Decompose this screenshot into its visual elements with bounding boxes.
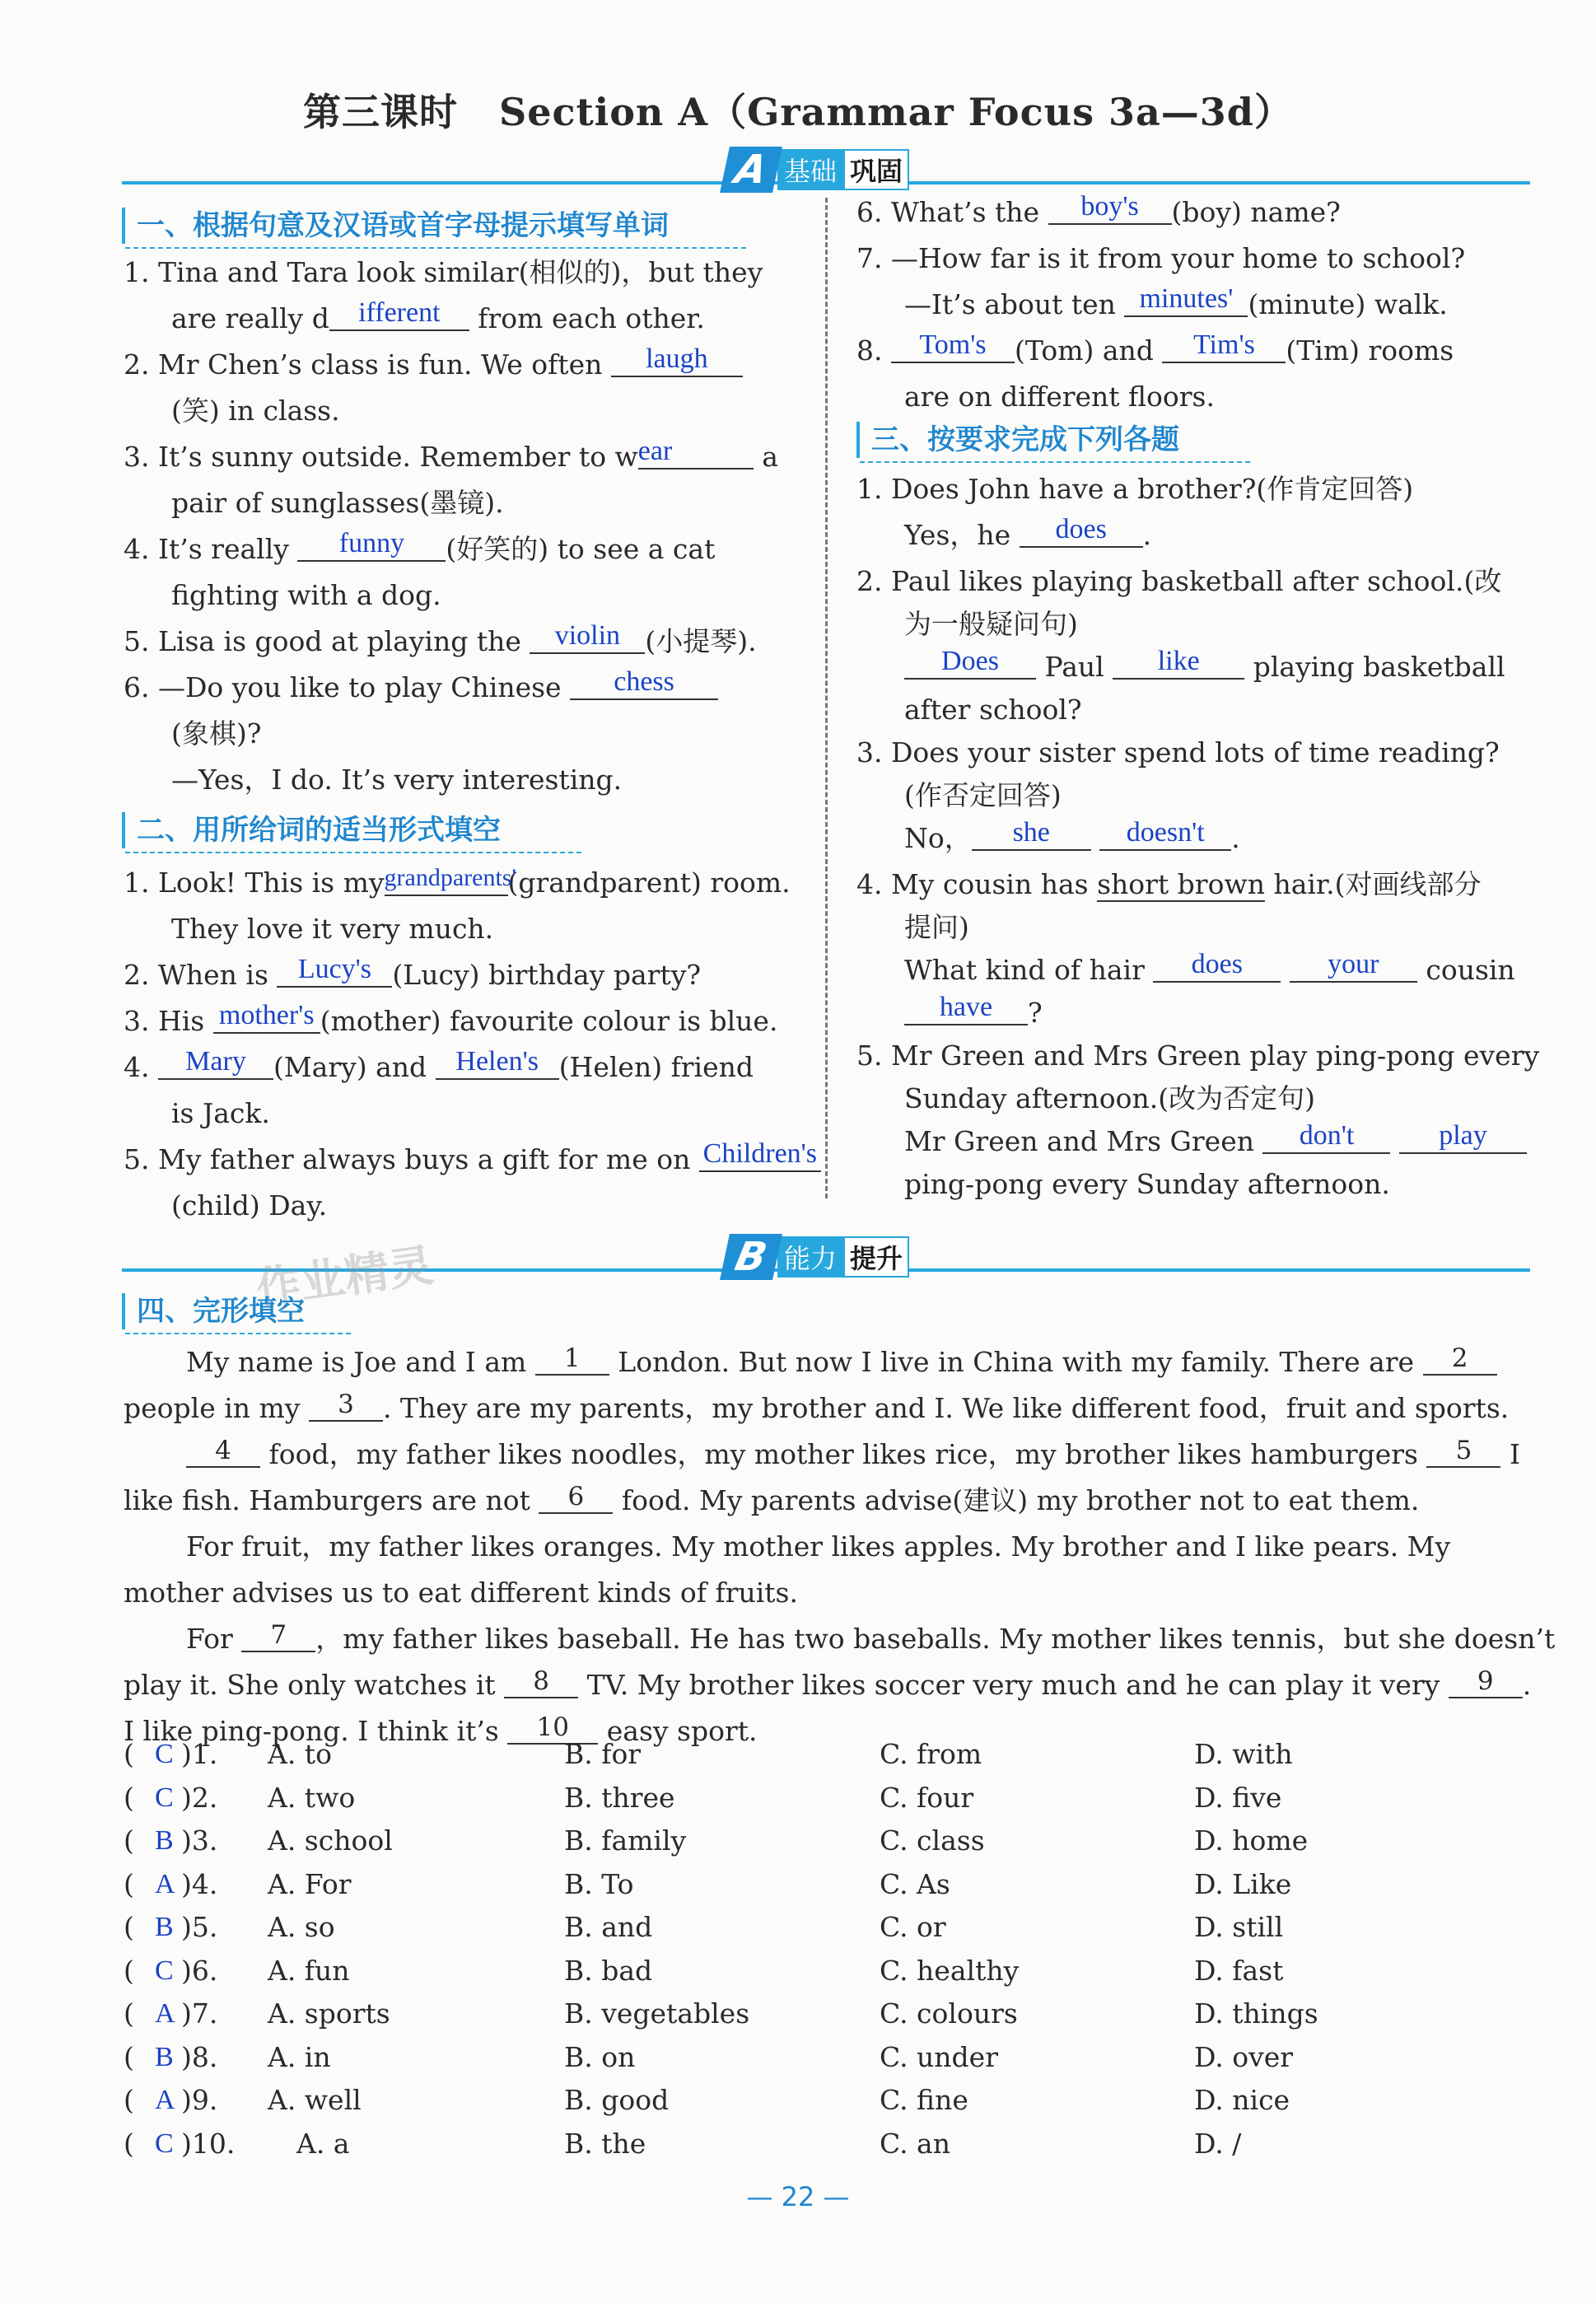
s3-q4-line3 (856, 947, 1540, 993)
s3-q4-line1 (856, 862, 1540, 908)
choice-option-d[interactable]: D. still (1194, 1911, 1284, 1943)
choice-open-paren: ( (124, 1738, 134, 1770)
choice-option-c[interactable]: C. four (880, 1781, 974, 1814)
section-2 (124, 860, 818, 1229)
choice-option-a[interactable]: A. fun (268, 1954, 350, 1987)
s2-q5-answer[interactable]: Children's (699, 1137, 821, 1172)
s2-q4-line1 (124, 1044, 807, 1091)
s2-q4-suffix: (Helen) friend (558, 1051, 754, 1083)
choice-option-b[interactable]: B. three (564, 1781, 675, 1814)
choice-option-a[interactable]: A. to (268, 1738, 332, 1770)
s1-q7r-line1: 7. —How far is it from your home to school? (856, 242, 1466, 274)
choice-option-c[interactable]: C. an (880, 2127, 950, 2160)
s1-q3-text: 3. It’s sunny outside. Remember to w (124, 441, 638, 473)
s2-q5-text: 5. My father always buys a gift for me on (124, 1143, 691, 1175)
s1-q5-suffix: (小提琴). (645, 625, 757, 657)
choice-option-c[interactable]: C. or (880, 1911, 946, 1943)
cloze-blank-7[interactable]: 7 (241, 1619, 315, 1652)
choice-answer[interactable]: C (155, 1739, 174, 1769)
s2-q4-num: 4. (124, 1051, 150, 1083)
choice-answer[interactable]: B (155, 2041, 174, 2072)
s2-q3-answer[interactable]: mother's (213, 999, 320, 1034)
s3-q4-line4 (856, 993, 1540, 1033)
cloze-text-1b: London. But now I live in China with my family. There are (618, 1346, 1415, 1378)
s2-q3-suffix: (mother) favourite colour is blue. (320, 1005, 778, 1037)
choice-answer[interactable]: B (155, 1912, 174, 1942)
cloze-text-7a: For (186, 1623, 233, 1655)
choice-answer[interactable]: A (155, 1998, 175, 2029)
section-2-heading: 二、用所给词的适当形式填空 (122, 812, 565, 848)
cloze-text-4a: like fish. Hamburgers are not (124, 1484, 530, 1516)
cloze-blank-6[interactable]: 6 (539, 1481, 613, 1514)
cloze-line-7 (124, 1616, 1556, 1662)
choice-answer[interactable]: A (155, 1868, 175, 1899)
choice-answer[interactable]: C (155, 1955, 174, 1986)
cloze-text-8c: . (1522, 1669, 1532, 1701)
s3-q5-line2: Sunday afternoon.(改为否定句) (904, 1082, 1315, 1114)
choice-list (124, 1733, 1532, 2165)
s1r-q8-suffix: (Tim) rooms (1286, 334, 1454, 367)
cloze-text-3b: I (1509, 1438, 1521, 1470)
choice-option-a[interactable]: A. sports (268, 1997, 390, 2030)
s3-q4-answer2[interactable]: your (1290, 948, 1417, 983)
s1r-q8-answer1[interactable]: Tom's (891, 329, 1015, 363)
choice-number: )7. (181, 1997, 218, 2030)
section-1 (124, 250, 799, 803)
choice-row (124, 2036, 1532, 2080)
choice-number: )10. (181, 2127, 236, 2160)
s3-q4-answer1[interactable]: does (1153, 948, 1281, 983)
section-1-continued (856, 189, 1540, 420)
cloze-text-1a: My name is Joe and I am (186, 1346, 527, 1378)
choice-open-paren: ( (124, 2084, 134, 2116)
choice-open-paren: ( (124, 1911, 134, 1943)
choice-option-c[interactable]: C. class (880, 1824, 985, 1857)
choice-row (124, 1992, 1532, 2036)
s1-q7r-line2 (856, 282, 1540, 328)
choice-number: )4. (181, 1867, 218, 1900)
band-b-word1: 能力 (777, 1236, 843, 1278)
section-label: Section A（Grammar Focus 3a—3d） (499, 90, 1293, 134)
s2-q1-suffix: (grandparent) room. (507, 867, 791, 899)
section-1-heading: 一、根据句意及汉语或首字母提示填写单词 (122, 208, 730, 244)
s1-q3-answer[interactable]: ear (638, 435, 754, 469)
s2-q2-suffix: (Lucy) birthday party? (392, 959, 702, 991)
s1-q4-text: 4. It’s really (124, 533, 289, 565)
s3-q1-answer[interactable]: does (1020, 513, 1143, 548)
s1r-q6-text: 6. What’s the (856, 196, 1040, 228)
section-4-heading: 四、完形填空 (122, 1293, 334, 1329)
choice-option-c[interactable]: C. healthy (880, 1954, 1020, 1987)
s3-q5-answer2[interactable]: play (1399, 1119, 1527, 1154)
s1r-q7-text: —It’s about ten (904, 288, 1116, 320)
s1-q4-answer[interactable]: funny (297, 527, 446, 562)
s3-q4-end: ? (1028, 997, 1043, 1029)
s1r-q6-answer[interactable]: boy's (1048, 190, 1172, 225)
choice-option-b[interactable]: B. on (564, 2040, 636, 2073)
choice-answer[interactable]: A (155, 2085, 175, 2115)
s1r-q7-suffix: (minute) walk. (1248, 288, 1448, 320)
cloze-text-3a: food，my father likes noodles，my mother likes rice，my brother likes hamburgers (268, 1438, 1418, 1470)
s3-q5-line4: ping-pong every Sunday afternoon. (904, 1168, 1390, 1200)
choice-row (124, 1777, 1532, 1820)
s1-q2-line2: (笑) in class. (171, 395, 340, 427)
s1-q6-line1 (124, 665, 799, 711)
cloze-blank-10[interactable]: 10 (507, 1712, 598, 1745)
band-a-word2: 巩固 (843, 149, 909, 190)
s3-q1-end: . (1142, 519, 1152, 551)
watermark: 作业精灵 (253, 1239, 436, 1315)
s2-q5-line2: (child) Day. (171, 1189, 328, 1222)
s3-q3-line2: (作否定回答) (904, 779, 1062, 811)
page-title (0, 82, 1596, 137)
s2-q3-line (124, 998, 807, 1044)
choice-option-d[interactable]: D. nice (1194, 2084, 1290, 2116)
choice-option-a[interactable]: A. For (268, 1867, 352, 1900)
section-3-heading: 三、按要求完成下列各题 (856, 422, 1234, 458)
s1-q1-answer[interactable]: ifferent (329, 297, 469, 331)
choice-option-c[interactable]: C. from (880, 1738, 982, 1770)
choice-option-a[interactable]: A. a (296, 2127, 350, 2160)
s3-q1-line2 (856, 512, 1540, 558)
choice-number: )1. (181, 1738, 218, 1770)
s3-q3-line1: 3. Does your sister spend lots of time reading? (856, 736, 1500, 768)
choice-row (124, 2079, 1532, 2123)
cloze-text-8b: TV. My brother likes soccer very much and he can play it very (586, 1669, 1440, 1701)
choice-open-paren: ( (124, 1954, 134, 1987)
s3-q4-suffix: hair.(对画线部分 (1264, 868, 1482, 900)
cloze-text-7b: ，my father likes baseball. He has two baseballs. My mother likes tennis，but she doesn’t (315, 1623, 1556, 1655)
band-b-badge (725, 1234, 909, 1280)
band-a-letter: A (720, 147, 782, 193)
s3-q4-line2: 提问) (904, 911, 969, 943)
s2-q1-line1 (124, 860, 807, 906)
choice-open-paren: ( (124, 1824, 134, 1857)
cloze-passage (124, 1339, 1556, 1754)
s1-q1-prefix: are really d (171, 302, 329, 334)
s2-q1-answer[interactable]: grandparents' (385, 862, 508, 896)
s1-q8r-line2: are on different floors. (904, 381, 1215, 413)
choice-option-b[interactable]: B. family (564, 1824, 687, 1857)
choice-number: )9. (181, 2084, 218, 2116)
s3-q4-answer3[interactable]: have (904, 991, 1028, 1025)
choice-open-paren: ( (124, 2127, 134, 2160)
s1-q1-suffix: from each other. (469, 302, 705, 334)
choice-number: )2. (181, 1781, 218, 1814)
s1r-q8-num: 8. (856, 334, 883, 367)
choice-option-b[interactable]: B. To (564, 1867, 634, 1900)
s2-q3-text: 3. His (124, 1005, 205, 1037)
s1-q6-text: 6. —Do you like to play Chinese (124, 671, 562, 703)
s1-q1-line2 (124, 296, 799, 342)
s3-q4-suffix2: cousin (1426, 954, 1515, 986)
band-b-letter: B (720, 1234, 782, 1280)
s3-q5-text: Mr Green and Mrs Green (904, 1125, 1254, 1157)
s3-q2-line4: after school? (904, 694, 1082, 726)
choice-option-a[interactable]: A. well (268, 2084, 362, 2116)
s2-q2-line (124, 952, 807, 998)
s3-q3-end: . (1231, 822, 1240, 854)
choice-option-b[interactable]: B. and (564, 1911, 653, 1943)
page-number: — 22 — (746, 2181, 850, 2212)
choice-option-d[interactable]: D. fast (1194, 1954, 1284, 1987)
s1-q4-suffix: (好笑的) to see a cat (446, 533, 716, 565)
cloze-line-5: For fruit，my father likes oranges. My mother likes apples. My brother and I like pears. My (186, 1530, 1451, 1563)
cloze-blank-1[interactable]: 1 (535, 1343, 609, 1376)
choice-option-b[interactable]: B. vegetables (564, 1997, 750, 2030)
s3-q5-line3 (856, 1119, 1540, 1165)
choice-open-paren: ( (124, 1781, 134, 1814)
s1-q8r-line1 (856, 328, 1540, 374)
s3-q2-line1: 2. Paul likes playing basketball after school.(改 (856, 565, 1502, 597)
column-divider (825, 198, 828, 1198)
cloze-text-8a: play it. She only watches it (124, 1669, 496, 1701)
s1-q3-line2: pair of sunglasses(墨镜). (171, 487, 504, 519)
s3-q1-text: Yes，he (904, 519, 1011, 551)
s1-q6-answer[interactable]: chess (570, 666, 718, 700)
cloze-text-2b: . They are my parents，my brother and I. We like different food，fruit and sports. (382, 1392, 1510, 1424)
s3-q4-underlined: short brown (1097, 868, 1265, 900)
s3-q2-suffix: playing basketball (1253, 651, 1505, 683)
cloze-text-2a: people in my (124, 1392, 301, 1424)
choice-option-d[interactable]: D. things (1194, 1997, 1318, 2030)
s2-q5-line1 (124, 1137, 818, 1183)
s2-q2-text: 2. When is (124, 959, 268, 991)
s1-q6r-line (856, 189, 1540, 236)
s3-q3-answer2[interactable]: doesn't (1099, 816, 1231, 851)
s3-q5-line1: 5. Mr Green and Mrs Green play ping-pong every (856, 1039, 1540, 1072)
choice-option-a[interactable]: A. in (268, 2040, 331, 2073)
s1-q3-suffix: a (753, 441, 778, 473)
choice-number: )8. (181, 2040, 218, 2073)
cloze-blank-2[interactable]: 2 (1423, 1343, 1497, 1376)
s3-q2-answer1[interactable]: Does (904, 645, 1036, 680)
choice-row (124, 1863, 1532, 1907)
s1-q2-text: 2. Mr Chen’s class is fun. We often (124, 348, 603, 381)
section-3 (856, 466, 1540, 1204)
choice-option-d[interactable]: D. home (1194, 1824, 1309, 1857)
choice-row (124, 1733, 1532, 1777)
cloze-line-6: mother advises us to eat different kinds of fruits. (124, 1577, 798, 1609)
choice-option-c[interactable]: C. fine (880, 2084, 968, 2116)
s2-q4-answer1[interactable]: Mary (158, 1045, 273, 1080)
choice-option-c[interactable]: C. under (880, 2040, 998, 2073)
choice-option-d[interactable]: D. five (1194, 1781, 1282, 1814)
cloze-blank-4[interactable]: 4 (186, 1435, 260, 1468)
choice-option-b[interactable]: B. good (564, 2084, 670, 2116)
choice-answer[interactable]: C (155, 2128, 174, 2159)
band-b-word2: 提升 (843, 1236, 909, 1278)
cloze-blank-8[interactable]: 8 (504, 1665, 578, 1698)
cloze-blank-5[interactable]: 5 (1426, 1435, 1500, 1468)
s1-q6-line2: (象棋)? (171, 717, 262, 750)
s3-q4-prefix: 4. My cousin has (856, 868, 1098, 900)
choice-option-b[interactable]: B. the (564, 2127, 646, 2160)
cloze-text-9a: I like ping-pong. I think it’s (124, 1715, 499, 1747)
choice-option-b[interactable]: B. bad (564, 1954, 653, 1987)
s2-q4-line2: is Jack. (171, 1097, 270, 1129)
cloze-blank-9[interactable]: 9 (1449, 1665, 1523, 1698)
choice-option-a[interactable]: A. so (268, 1911, 335, 1943)
s1-q4-line1 (124, 526, 799, 572)
s1r-q8-answer2[interactable]: Tim's (1162, 329, 1286, 363)
s3-q3-answer1[interactable]: she (972, 816, 1091, 851)
s3-q2-answer2[interactable]: like (1113, 645, 1244, 680)
band-a-word1: 基础 (777, 149, 843, 190)
band-a-badge (725, 147, 909, 193)
s3-q3-line3 (856, 815, 1540, 862)
choice-answer[interactable]: B (155, 1825, 174, 1856)
cloze-line-4 (124, 1478, 1532, 1524)
choice-answer[interactable]: C (155, 1782, 174, 1813)
choice-option-c[interactable]: C. As (880, 1867, 950, 1900)
cloze-line-8 (124, 1662, 1532, 1708)
choice-row (124, 1906, 1532, 1950)
s3-q5-answer1[interactable]: don't (1262, 1119, 1390, 1154)
s1r-q7-answer[interactable]: minutes' (1124, 283, 1248, 317)
s1-q4-line2: fighting with a dog. (171, 579, 441, 611)
s1-q2-line1 (124, 342, 799, 388)
choice-option-d[interactable]: D. over (1194, 2040, 1294, 2073)
choice-option-d[interactable]: D. Like (1194, 1867, 1292, 1900)
choice-row (124, 2123, 1532, 2166)
s3-q2-middle: Paul (1044, 651, 1104, 683)
s1-q5-text: 5. Lisa is good at playing the (124, 625, 521, 657)
s2-q1-text: 1. Look! This is my (124, 867, 385, 899)
choice-option-b[interactable]: B. for (564, 1738, 642, 1770)
choice-number: )5. (181, 1911, 218, 1943)
choice-open-paren: ( (124, 1867, 134, 1900)
s1-q5-answer[interactable]: violin (530, 619, 645, 654)
s3-q2-line2: 为一般疑问句) (904, 608, 1078, 640)
s1r-q8-middle: (Tom) and (1015, 334, 1154, 367)
choice-number: )3. (181, 1824, 218, 1857)
choice-option-c[interactable]: C. colours (880, 1997, 1018, 2030)
cloze-line-2 (124, 1385, 1532, 1432)
s1-q1-line1: 1. Tina and Tara look similar(相似的)，but they (124, 256, 763, 288)
s2-q2-answer[interactable]: Lucy's (277, 953, 392, 988)
choice-row (124, 1820, 1532, 1863)
s1-q5-line1 (124, 619, 799, 665)
cloze-blank-3[interactable]: 3 (309, 1389, 383, 1422)
cloze-text-4b: food. My parents advise(建议) my brother not to eat them. (621, 1484, 1420, 1516)
s2-q4-middle: (Mary) and (273, 1051, 427, 1083)
s3-q4-text: What kind of hair (904, 954, 1145, 986)
choice-option-d[interactable]: D. / (1194, 2127, 1242, 2160)
s1-q3-line1 (124, 434, 799, 480)
choice-option-d[interactable]: D. with (1194, 1738, 1293, 1770)
s1-q2-answer[interactable]: laugh (611, 343, 743, 377)
choice-open-paren: ( (124, 2040, 134, 2073)
lesson-label: 第三课时 (303, 90, 459, 134)
choice-option-a[interactable]: A. two (268, 1781, 356, 1814)
s3-q1-line1: 1. Does John have a brother?(作肯定回答) (856, 473, 1414, 505)
s2-q1-line2: They love it very much. (171, 913, 494, 945)
s1r-q6-suffix: (boy) name? (1171, 196, 1341, 228)
cloze-text-9b: easy sport. (606, 1715, 758, 1747)
s3-q3-text: No， (904, 822, 972, 854)
cloze-line-3 (124, 1432, 1532, 1478)
choice-open-paren: ( (124, 1997, 134, 2030)
cloze-line-1 (124, 1339, 1532, 1385)
s2-q4-answer2[interactable]: Helen's (436, 1045, 559, 1080)
choice-option-a[interactable]: A. school (268, 1824, 393, 1857)
choice-row (124, 1950, 1532, 1993)
choice-number: )6. (181, 1954, 218, 1987)
s1-q6-line3: —Yes，I do. It’s very interesting. (171, 764, 623, 796)
s3-q2-line3 (856, 644, 1540, 690)
